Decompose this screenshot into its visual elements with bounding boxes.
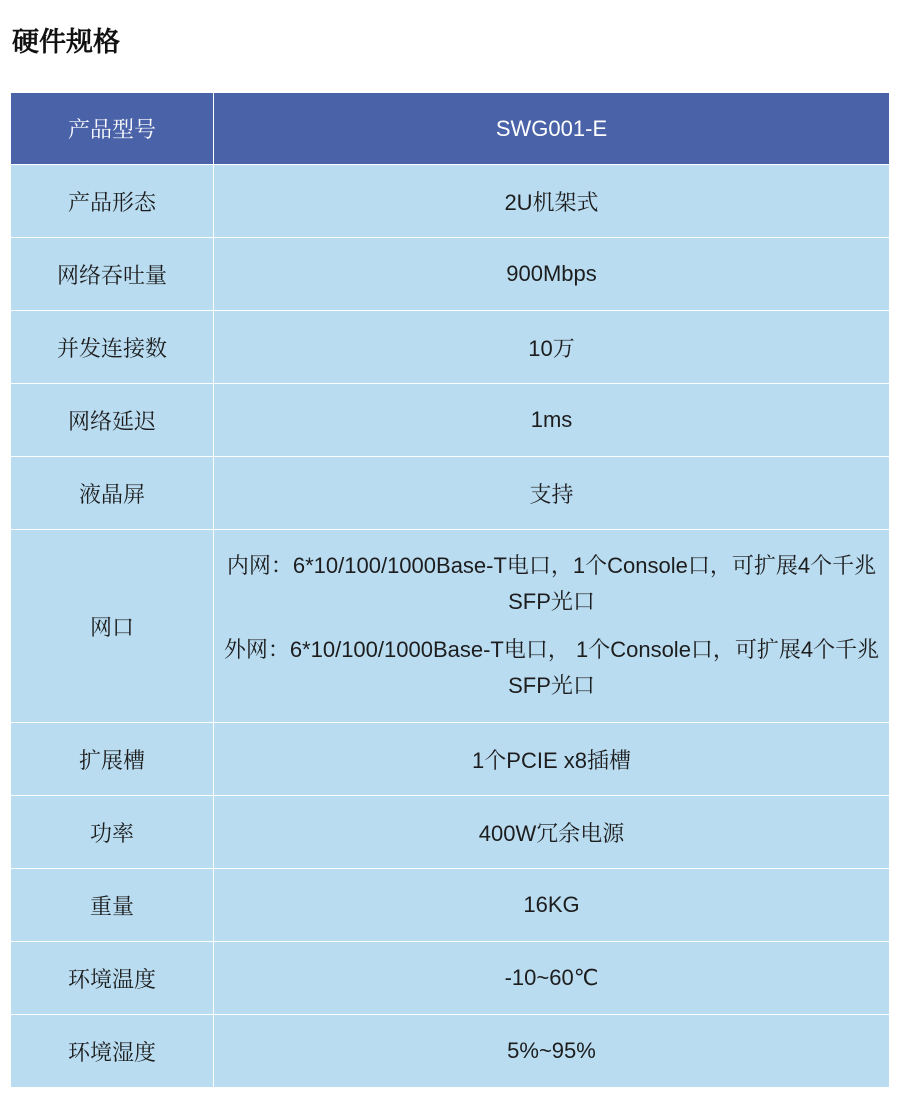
table-row: [11, 311, 890, 384]
table-row: [11, 457, 890, 530]
model-label: 产品型号: [11, 93, 214, 165]
hardware-spec-table: [10, 92, 890, 1088]
spec-value: 10万: [214, 311, 890, 384]
spec-label: 环境温度: [11, 942, 214, 1015]
spec-label: 扩展槽: [11, 723, 214, 796]
table-row: [11, 238, 890, 311]
spec-value: 支持: [214, 457, 890, 530]
model-value: SWG001-E: [214, 93, 890, 165]
table-row: [11, 1015, 890, 1088]
spec-label: 功率: [11, 796, 214, 869]
spec-label: 网络吞吐量: [11, 238, 214, 311]
spec-label: 并发连接数: [11, 311, 214, 384]
spec-value: 1ms: [214, 384, 890, 457]
spec-value: 400W冗余电源: [214, 796, 890, 869]
spec-value: 1个PCIE x8插槽: [214, 723, 890, 796]
external-port-text: 外网：6*10/100/1000Base-T电口， 1个Console口，可扩展4个千兆SFP光口: [223, 637, 880, 698]
spec-label: 环境湿度: [11, 1015, 214, 1088]
spec-label: 重量: [11, 869, 214, 942]
spec-value: 16KG: [214, 869, 890, 942]
table-row: [11, 384, 890, 457]
spec-value: [214, 530, 890, 723]
table-row: [11, 165, 890, 238]
table-row: [11, 723, 890, 796]
spec-value: -10~60℃: [214, 942, 890, 1015]
table-header-row: [11, 93, 890, 165]
spec-value: 2U机架式: [214, 165, 890, 238]
spec-value: 900Mbps: [214, 238, 890, 311]
section-title: 硬件规格: [12, 27, 120, 57]
spec-label: 产品形态: [11, 165, 214, 238]
spec-label: 网口: [11, 530, 214, 723]
table-row: [11, 942, 890, 1015]
table-row: [11, 530, 890, 723]
table-row: [11, 796, 890, 869]
spec-label: 网络延迟: [11, 384, 214, 457]
table-row: [11, 869, 890, 942]
spec-label: 液晶屏: [11, 457, 214, 530]
spec-value: 5%~95%: [214, 1015, 890, 1088]
internal-port-text: 内网：6*10/100/1000Base-T电口，1个Console口，可扩展4个千兆SFP光口: [226, 553, 877, 614]
